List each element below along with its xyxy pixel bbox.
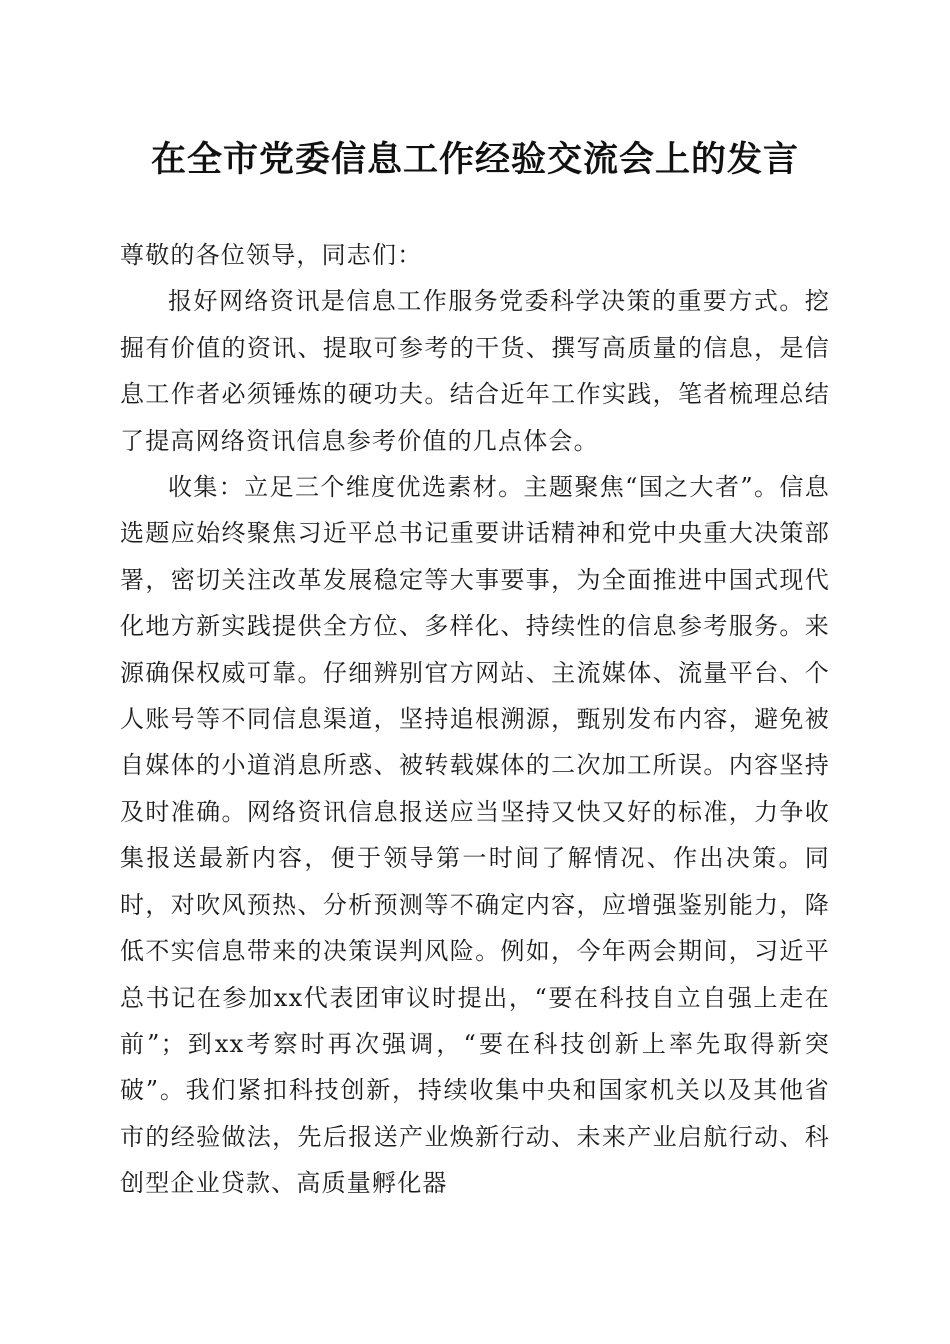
salutation: 尊敬的各位领导，同志们： bbox=[120, 241, 423, 269]
document-title: 在全市党委信息工作经验交流会上的发言 bbox=[150, 139, 799, 180]
paragraph-collection: 收集：立足三个维度优选素材。主题聚焦“国之大者”。信息选题应始终聚焦习近平总书记重要讲话精神和党中央重大决策部署，密切关注改革发展稳定等大事要事，为全面推进中国式现代化地方新实践提供全方位、多样化、持续性的信息参考服务。来源确保权威可靠。仔细辨别官方网站、主流媒体、流量平台、个人账号等不同信息渠道，坚持追根溯源，甄别发布内容，避免被自媒体的小道消息所惑、被转载媒体的二次加工所误。内容坚持及时准确。网络资讯信息报送应当坚持又快又好的标准，力争收集报送最新内容，便于领导第一时间了解情况、作出决策。同时，对吹风预热、分析预测等不确定内容，应增强鉴别能力，降低不实信息带来的决策误判风险。例如，今年两会期间，习近平总书记在参加xx代表团审议时提出，“要在科技自立自强上走在前”；到xx考察时再次强调，“要在科技创新上率先取得新突破”。我们紧扣科技创新，持续收集中央和国家机关以及其他省市的经验做法，先后报送产业焕新行动、未来产业启航行动、科创型企业贷款、高质量孵化器 bbox=[120, 473, 830, 1198]
document-body bbox=[120, 232, 830, 1207]
paragraph-intro: 报好网络资讯是信息工作服务党委科学决策的重要方式。挖掘有价值的资讯、提取可参考的干货、撰写高质量的信息，是信息工作者必须锤炼的硬功夫。结合近年工作实践，笔者梳理总结了提高网络资讯信息参考价值的几点体会。 bbox=[120, 287, 830, 455]
